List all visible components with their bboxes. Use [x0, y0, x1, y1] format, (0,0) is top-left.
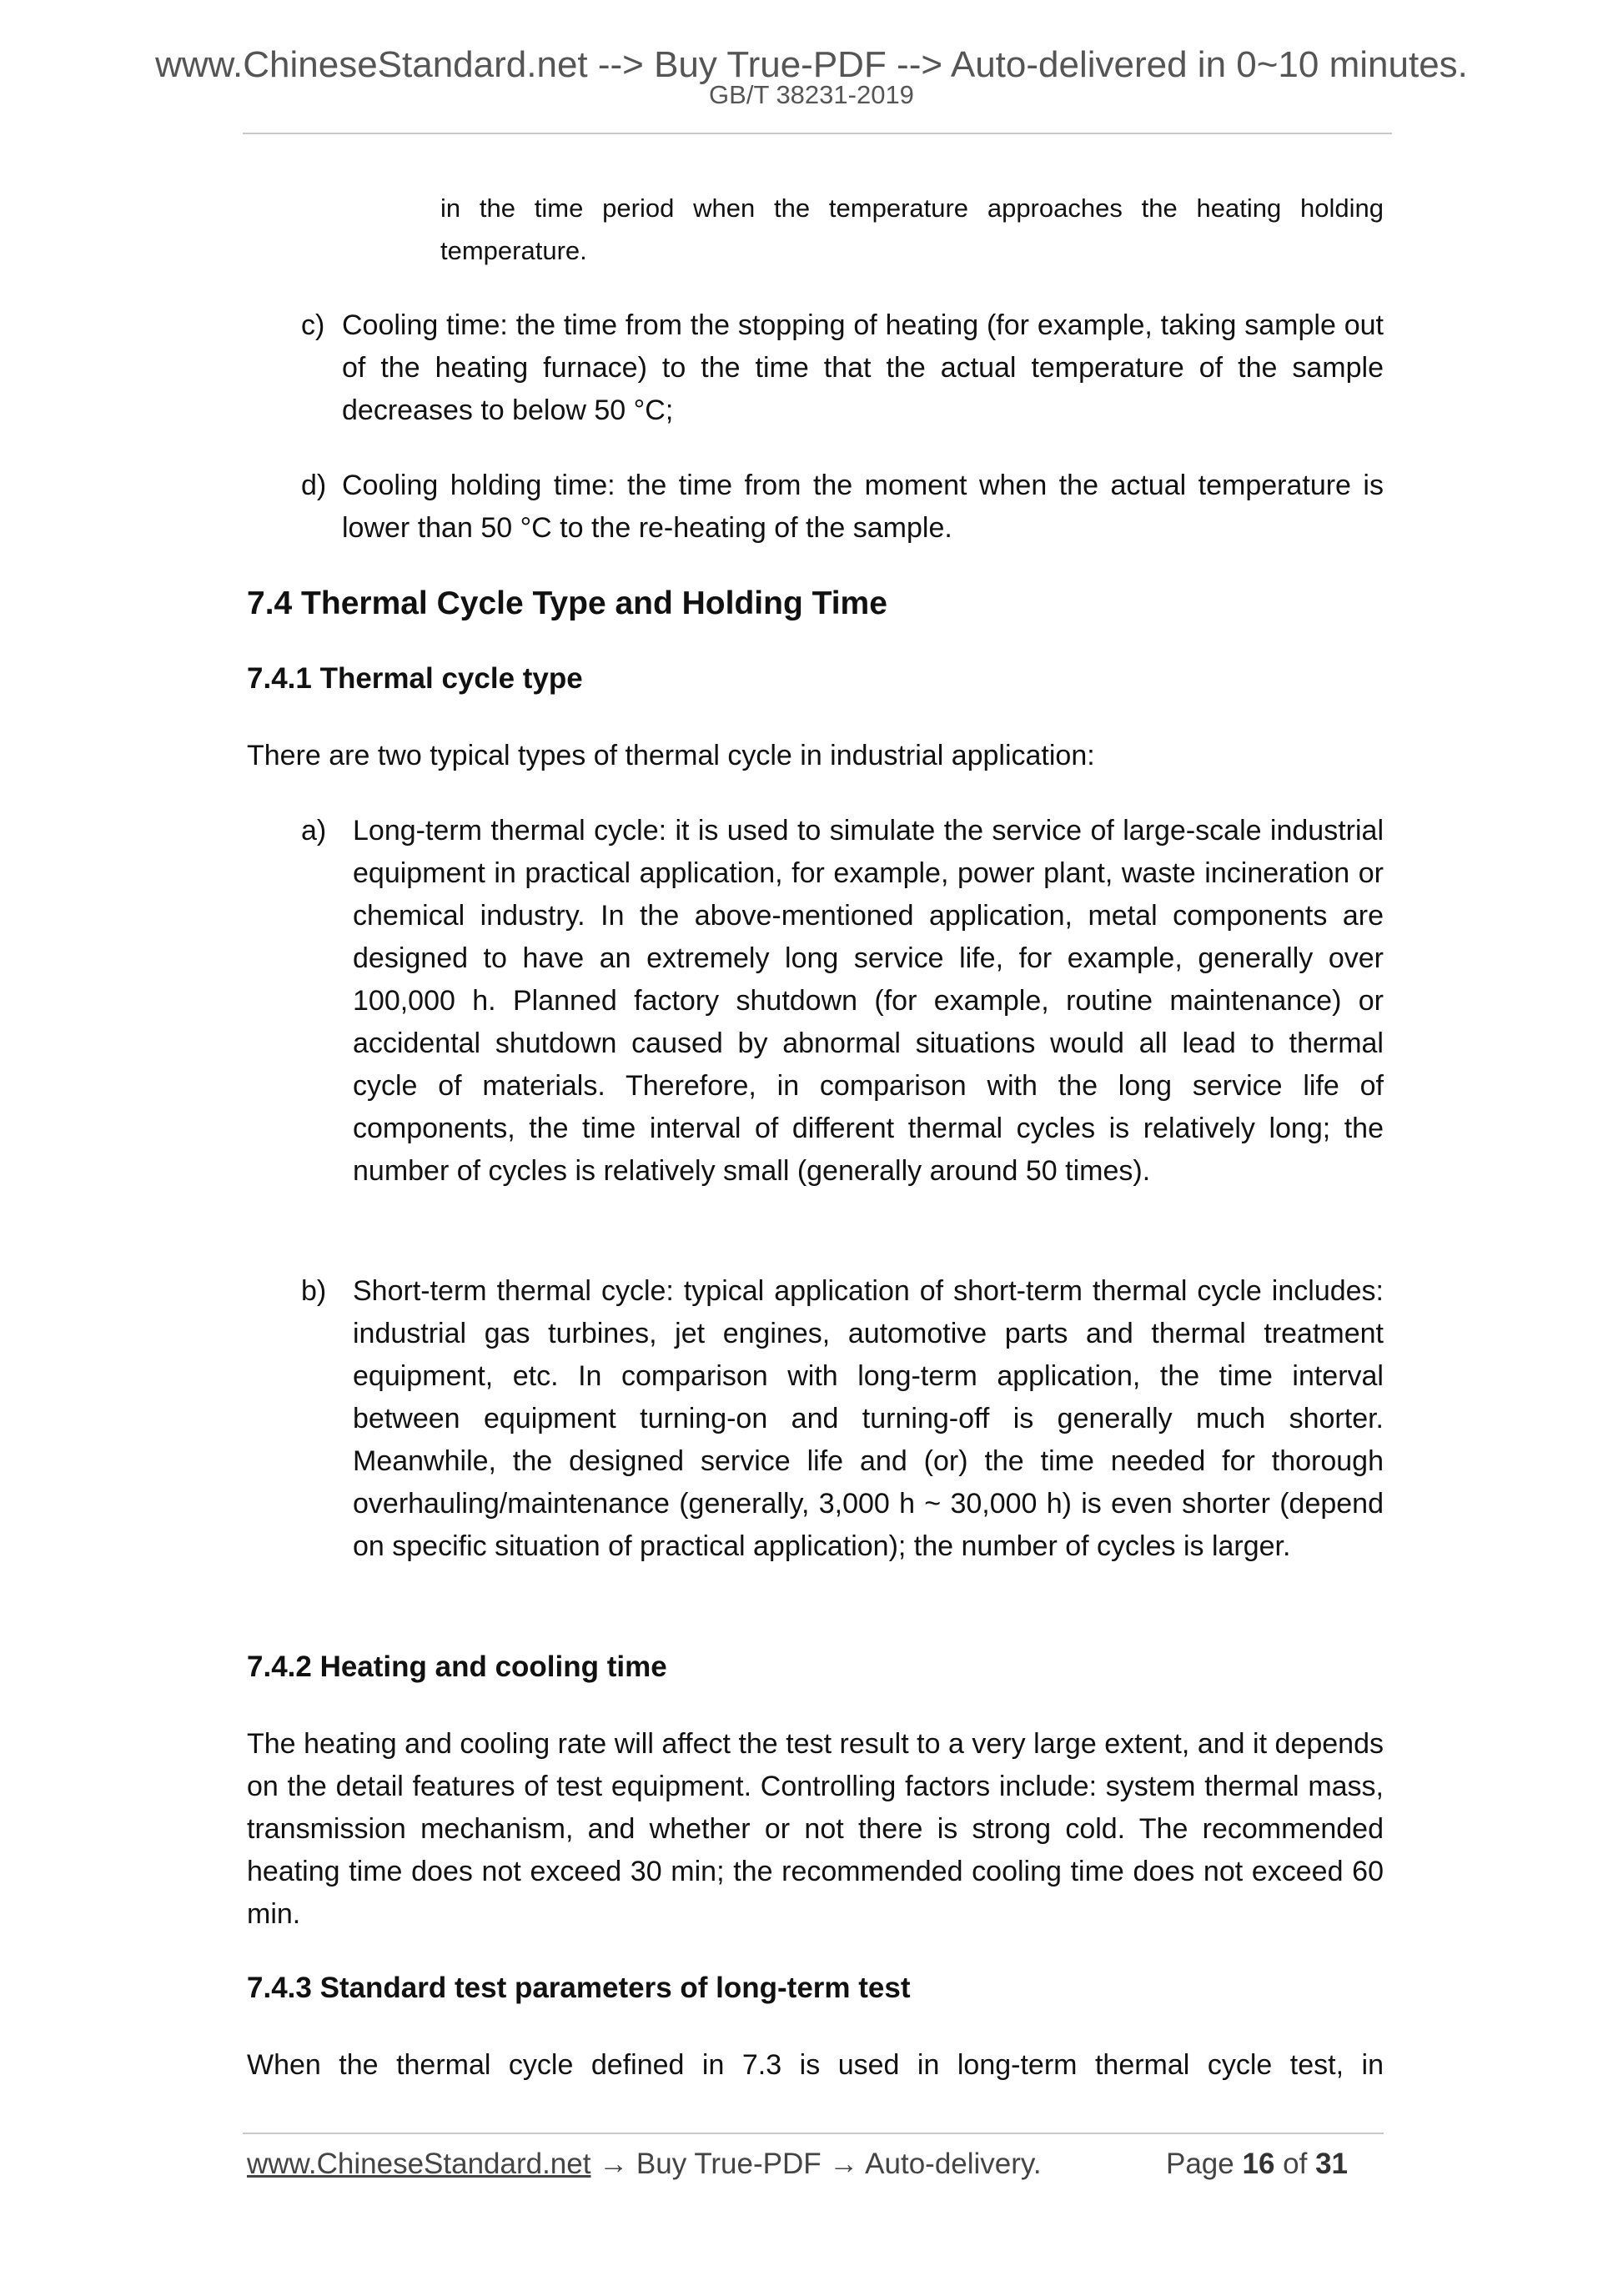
list-item-text: Cooling time: the time from the stopping of heating (for example, taking sample out of the heating furnace) to the time that the actual temperature of the sample decreases to below 50 °C; — [342, 309, 1384, 426]
heating-cooling-paragraph: The heating and cooling rate will affect the test result to a very large extent, and it depends on the detail features of test equipment. Controlling factors include: system thermal mass, transmission mechanism, and whether or not there is strong cold. The recommended heating time does not exceed 30 min; the recommended cooling time does not exceed 60 min. — [247, 1728, 1384, 1930]
list-item-text: Cooling holding time: the time from the moment when the actual temperature is lower than 50 °C to the re-heating of the sample. — [342, 470, 1384, 544]
long-term-paragraph: When the thermal cycle defined in 7.3 is used in long-term thermal cycle test, in — [247, 2049, 1384, 2081]
continuation-text: in the time period when the temperature approaches the heating holding temperature. — [440, 193, 1384, 265]
section-heading-7-4-2: 7.4.2 Heating and cooling time — [247, 1650, 667, 1683]
page-indicator — [1166, 2145, 1348, 2183]
section-heading-7-4-3: 7.4.3 Standard test parameters of long-term test — [247, 1972, 911, 2004]
header-divider — [243, 133, 1392, 134]
section-heading-7-4-1: 7.4.1 Thermal cycle type — [247, 662, 583, 695]
list-marker: c) — [301, 309, 325, 341]
page-number: 16 — [1242, 2148, 1275, 2180]
standard-code: GB/T 38231-2019 — [709, 80, 914, 109]
footer-tagline: → Buy True-PDF → Auto-delivery. — [590, 2148, 1042, 2180]
list-item-text: Long-term thermal cycle: it is used to simulate the service of large-scale industrial equipment in practical application, for example, power plant, waste incineration or chemical industry. In the above-mentioned application, metal components are designed to have an extremely long service life, for example, generally over 100,000 h. Planned factory shutdown (for example, routine maintenance) or accidental shutdown caused by abnormal situations would all lead to thermal cycle of materials. Therefore, in comparison with the long service life of components, the time interval of different thermal cycles is relatively long; the number of cycles is relatively small (generally around 50 times). — [353, 815, 1384, 1187]
list-marker: d) — [301, 470, 327, 501]
footer-divider — [243, 2133, 1384, 2134]
list-item-text: Short-term thermal cycle: typical application of short-term thermal cycle includes: industrial gas turbines, jet engines, automotive parts and thermal treatment equipment, etc. In comparison with long-term application, the time interval between equipment turning-on and turning-off is generally much shorter. Meanwhile, the designed service life and (or) the time needed for thorough overhauling/maintenance (generally, 3,000 h ~ 30,000 h) is even shorter (depend on specific situation of practical application); the number of cycles is larger. — [353, 1275, 1384, 1562]
intro-paragraph: There are two typical types of thermal cycle in industrial application: — [247, 740, 1095, 771]
page-total: 31 — [1315, 2148, 1349, 2180]
list-marker: b) — [301, 1275, 327, 1307]
footer-site-link[interactable]: www.ChineseStandard.net — [247, 2148, 591, 2180]
section-heading-7-4: 7.4 Thermal Cycle Type and Holding Time — [247, 585, 887, 621]
site-banner: www.ChineseStandard.net --> Buy True-PDF --> Auto-delivered in 0~10 minutes. — [155, 44, 1468, 85]
page-label: Page — [1166, 2148, 1234, 2180]
footer-text — [247, 2145, 1042, 2183]
of-label: of — [1283, 2148, 1308, 2180]
list-marker: a) — [301, 815, 327, 847]
